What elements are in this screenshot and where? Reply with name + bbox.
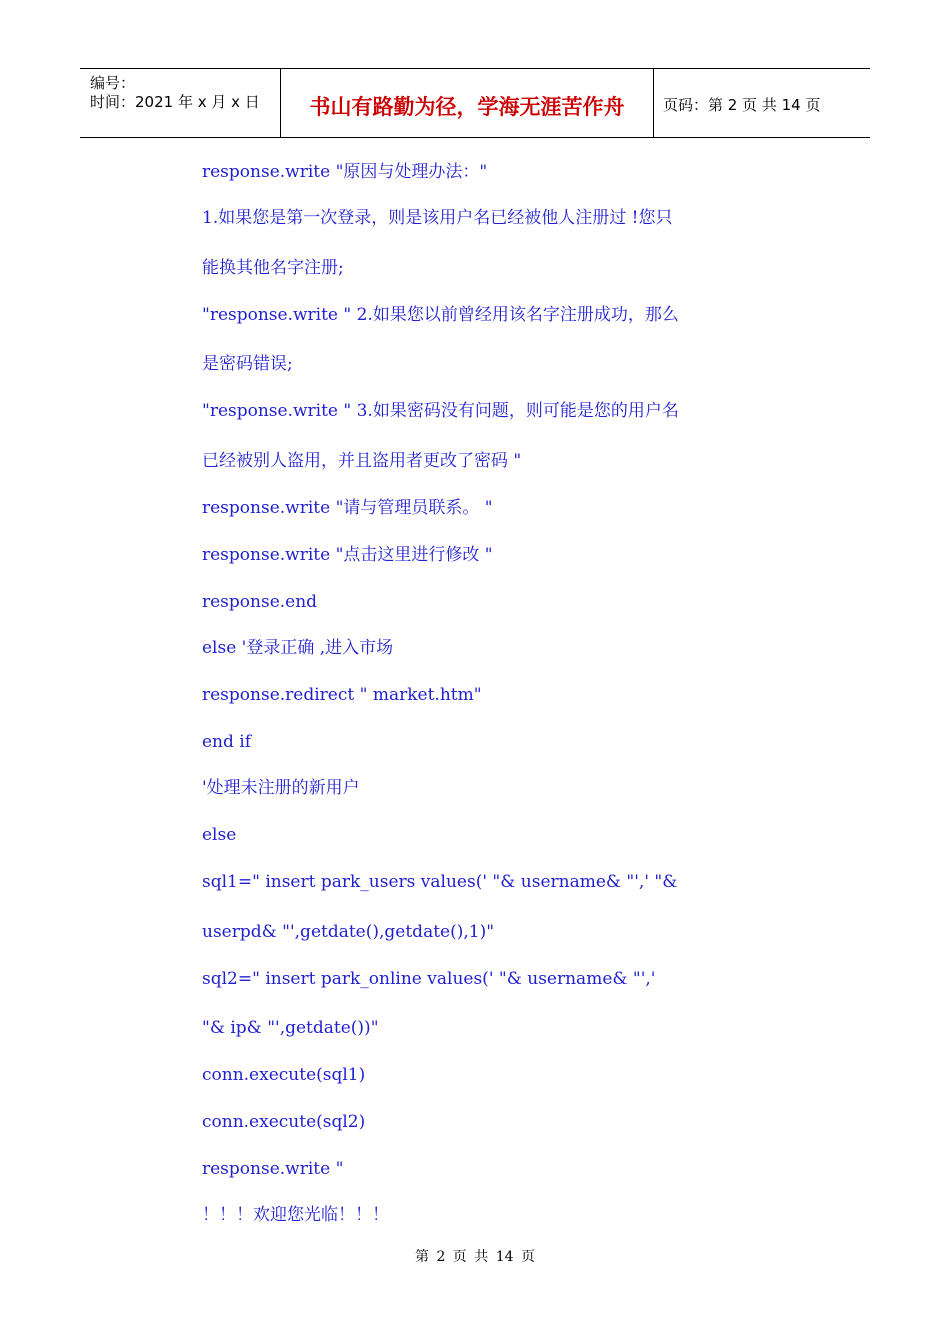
page-indicator: 页码：第 2 页 共 14 页	[663, 96, 821, 114]
text-line: ！！！欢迎您光临！！！	[202, 1205, 389, 1225]
text-line: else	[202, 825, 237, 845]
header-meta	[80, 69, 280, 137]
text-line: '处理未注册的新用户	[202, 778, 360, 798]
text-line: sql2=" insert park_online values(' "& username& "','	[202, 969, 656, 989]
text-line: response.end	[202, 592, 318, 612]
motto: 书山有路勤为径，学海无涯苦作舟	[309, 95, 625, 119]
text-line: conn.execute(sql1)	[202, 1065, 366, 1085]
text-line: conn.execute(sql2)	[202, 1112, 366, 1132]
header-page-cell	[653, 69, 870, 137]
text-line: 1.如果您是第一次登录，则是该用户名已经被他人注册过 !您只	[202, 208, 673, 228]
header-motto-cell	[280, 69, 654, 137]
document-number: 编号：	[90, 74, 136, 92]
text-line: "response.write " 3.如果密码没有问题，则可能是您的用户名	[202, 401, 679, 421]
text-line: userpd& "',getdate(),getdate(),1)"	[202, 922, 495, 942]
text-line: end if	[202, 732, 252, 752]
text-line: response.write "原因与处理办法："	[202, 162, 488, 182]
document-time: 时间：2021 年 x 月 x 日	[90, 93, 260, 111]
text-line: response.redirect " market.htm"	[202, 685, 482, 705]
text-line: 能换其他名字注册;	[202, 258, 344, 278]
text-line: 是密码错误;	[202, 354, 293, 374]
text-line: else '登录正确 ,进入市场	[202, 638, 394, 658]
text-line: response.write "点击这里进行修改 "	[202, 545, 493, 565]
text-line: response.write "	[202, 1159, 344, 1179]
text-line: response.write "请与管理员联系。 "	[202, 498, 493, 518]
page-footer: 第 2 页 共 14 页	[415, 1249, 535, 1265]
page-header	[80, 68, 870, 138]
text-line: sql1=" insert park_users values(' "& username& "',' "&	[202, 872, 678, 892]
text-line: "response.write " 2.如果您以前曾经用该名字注册成功，那么	[202, 305, 679, 325]
text-line: "& ip& "',getdate())"	[202, 1018, 379, 1038]
text-line: 已经被别人盗用，并且盗用者更改了密码 "	[202, 451, 522, 471]
